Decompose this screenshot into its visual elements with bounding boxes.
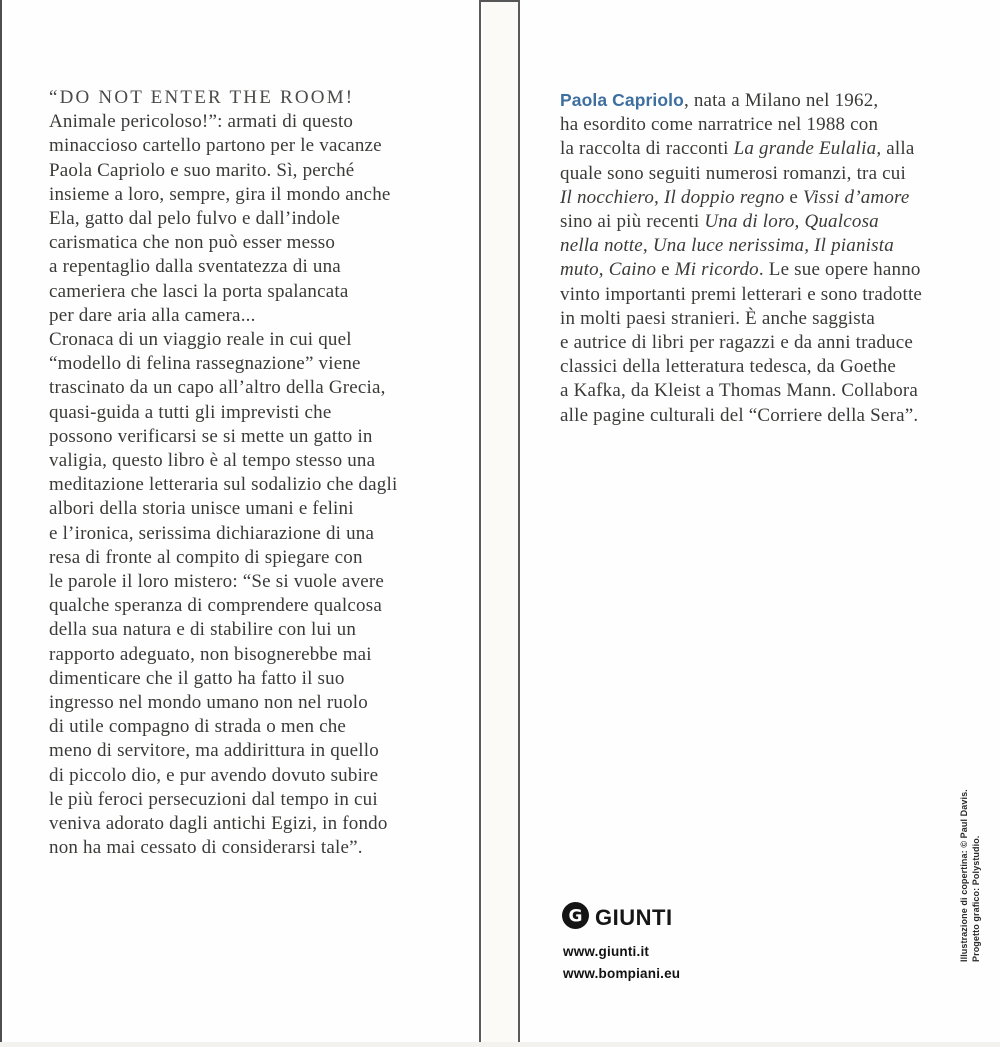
- text-line: [560, 210, 990, 234]
- text-line: [560, 404, 990, 428]
- text-line: [49, 86, 477, 110]
- text-line: [49, 570, 477, 594]
- text-segment: albori della storia unisce umani e felini: [49, 498, 354, 520]
- text-segment: sino ai più recenti: [560, 211, 705, 233]
- book-description: [49, 86, 477, 861]
- author-bio: [560, 88, 990, 428]
- text-segment: di utile compagno di strada o men che: [49, 716, 347, 738]
- text-line: [560, 162, 990, 186]
- text-line: [49, 183, 477, 207]
- website-bompiani: www.bompiani.eu: [563, 966, 681, 981]
- text-segment: Cronaca di un viaggio reale in cui quel: [49, 329, 352, 351]
- text-line: [49, 836, 477, 860]
- text-segment: le parole il loro mistero: “Se si vuole avere: [49, 571, 385, 593]
- text-segment: veniva adorato dagli antichi Egizi, in fondo: [49, 813, 388, 835]
- text-segment: Il nocchiero,: [560, 186, 659, 208]
- text-line: [49, 473, 477, 497]
- text-segment: Mi ricordo: [674, 259, 759, 281]
- text-line: [49, 667, 477, 691]
- text-segment: le più feroci persecuzioni dal tempo in cui: [49, 788, 378, 810]
- text-line: [49, 788, 477, 812]
- text-line: [49, 110, 477, 134]
- text-segment: e l’ironica, serissima dichiarazione di una: [49, 522, 375, 544]
- text-segment: Il pianista: [814, 235, 894, 257]
- text-line: [49, 764, 477, 788]
- text-line: [970, 790, 982, 962]
- text-line: [49, 425, 477, 449]
- text-line: [49, 134, 477, 158]
- text-segment: a repentaglio dalla sventatezza di una: [49, 256, 341, 278]
- text-line: [49, 691, 477, 715]
- text-line: [49, 352, 477, 376]
- text-segment: e: [656, 259, 675, 281]
- text-segment: . Le sue opere hanno: [758, 259, 921, 281]
- text-segment: alla: [881, 138, 915, 160]
- text-segment: vinto importanti premi letterari e sono tradotte: [560, 283, 923, 305]
- text-line: [49, 715, 477, 739]
- text-line: [49, 304, 477, 328]
- text-segment: valigia, questo libro è al tempo stesso una: [49, 450, 376, 472]
- text-segment: Illustrazione di copertina: © Paul Davis.: [959, 789, 969, 962]
- text-line: [49, 739, 477, 763]
- text-segment: carismatica che non può esser messo: [49, 232, 336, 254]
- flap-gap: [483, 2, 518, 1047]
- text-segment: , nata a Milano nel 1962,: [683, 90, 879, 111]
- text-segment: resa di fronte al compito di spiegare con: [49, 546, 363, 568]
- text-segment: dimenticare che il gatto ha fatto il suo: [49, 667, 345, 689]
- text-segment: Qualcosa: [804, 211, 879, 233]
- text-line: [560, 113, 990, 137]
- text-segment: muto,: [560, 259, 604, 281]
- publisher-websites: [563, 941, 680, 985]
- text-line: [49, 643, 477, 667]
- text-segment: di piccolo dio, e pur avendo dovuto subire: [49, 764, 379, 786]
- text-segment: minaccioso cartello partono per le vacanze: [49, 135, 382, 157]
- text-line: [49, 522, 477, 546]
- text-segment: possono verificarsi se si mette un gatto in: [49, 425, 373, 447]
- text-line: [49, 546, 477, 570]
- text-segment: Il doppio regno: [663, 186, 785, 208]
- text-segment: qualche speranza di comprendere qualcosa: [49, 595, 382, 617]
- text-segment: “DO NOT ENTER THE ROOM!: [49, 87, 355, 108]
- text-segment: Una luce nerissima,: [652, 235, 810, 257]
- text-line: [49, 159, 477, 183]
- text-line: [560, 355, 990, 379]
- website-giunti: www.giunti.it: [563, 944, 650, 959]
- text-line: [49, 618, 477, 642]
- text-segment: meditazione letteraria sul sodalizio che dagli: [49, 474, 398, 496]
- text-segment: alle pagine culturali del “Corriere della Sera”.: [560, 404, 919, 426]
- text-line: [49, 812, 477, 836]
- text-segment: e autrice di libri per ragazzi e da anni traduce: [560, 332, 913, 354]
- text-line: [49, 231, 477, 255]
- giunti-logo-icon: [562, 902, 589, 934]
- text-line: [49, 376, 477, 400]
- text-segment: non ha mai cessato di considerarsi tale”.: [49, 837, 363, 859]
- publisher-logo: [562, 902, 673, 934]
- text-segment: quale sono seguiti numerosi romanzi, tra cui: [560, 162, 906, 184]
- text-line: [560, 307, 990, 331]
- text-line: [560, 186, 990, 210]
- text-segment: Caino: [608, 259, 657, 281]
- text-segment: la raccolta di racconti: [560, 138, 734, 160]
- text-segment: Animale pericoloso!”: armati di questo: [49, 111, 354, 133]
- text-line: [560, 379, 990, 403]
- text-segment: a Kafka, da Kleist a Thomas Mann. Collabora: [560, 380, 919, 402]
- author-name: Paola Capriolo: [560, 90, 684, 110]
- text-line: [49, 401, 477, 425]
- text-segment: La grande Eulalia,: [733, 138, 882, 160]
- text-line: [560, 283, 990, 307]
- text-line: [49, 255, 477, 279]
- text-segment: trascinato da un capo all’altro della Grecia,: [49, 377, 386, 399]
- text-line: [49, 497, 477, 521]
- text-line: [560, 331, 990, 355]
- publisher-name: GIUNTI: [595, 905, 673, 930]
- text-segment: meno di servitore, ma addirittura in quello: [49, 740, 379, 762]
- text-line: [560, 258, 990, 282]
- text-segment: nella notte,: [560, 235, 648, 257]
- text-segment: ingresso nel mondo umano non nel ruolo: [49, 692, 368, 714]
- text-line: [958, 790, 970, 962]
- svg-text:G: G: [568, 906, 583, 927]
- text-line: [49, 594, 477, 618]
- cover-credits-vertical-text: [958, 790, 984, 962]
- text-segment: Vissi d’amore: [803, 186, 910, 208]
- text-line: [560, 234, 990, 258]
- text-segment: Ela, gatto dal pelo fulvo e dall’indole: [49, 208, 341, 230]
- text-segment: “modello di felina rassegnazione” viene: [49, 353, 361, 375]
- bottom-edge-shadow: [0, 1042, 1000, 1047]
- text-segment: quasi-guida a tutti gli imprevisti che: [49, 401, 332, 423]
- text-line: [560, 137, 990, 161]
- text-segment: Una di loro,: [704, 211, 800, 233]
- text-segment: insieme a loro, sempre, gira il mondo anche: [49, 183, 391, 205]
- text-line: [560, 88, 990, 113]
- text-segment: per dare aria alla camera...: [49, 304, 256, 326]
- text-segment: cameriera che lasci la porta spalancata: [49, 280, 349, 302]
- text-segment: Progetto grafico: Polystudio.: [971, 835, 981, 962]
- text-segment: in molti paesi stranieri. È anche saggista: [560, 307, 875, 329]
- text-segment: classici della letteratura tedesca, da Goethe: [560, 356, 897, 378]
- text-line: [49, 280, 477, 304]
- text-segment: rapporto adeguato, non bisognerebbe mai: [49, 643, 372, 665]
- text-line: [49, 449, 477, 473]
- text-line: [49, 328, 477, 352]
- text-line: [49, 207, 477, 231]
- text-segment: della sua natura e di stabilire con lui un: [49, 619, 357, 641]
- text-segment: Paola Capriolo e suo marito. Sì, perché: [49, 159, 355, 181]
- text-segment: ha esordito come narratrice nel 1988 con: [560, 114, 879, 136]
- text-segment: e: [784, 186, 803, 208]
